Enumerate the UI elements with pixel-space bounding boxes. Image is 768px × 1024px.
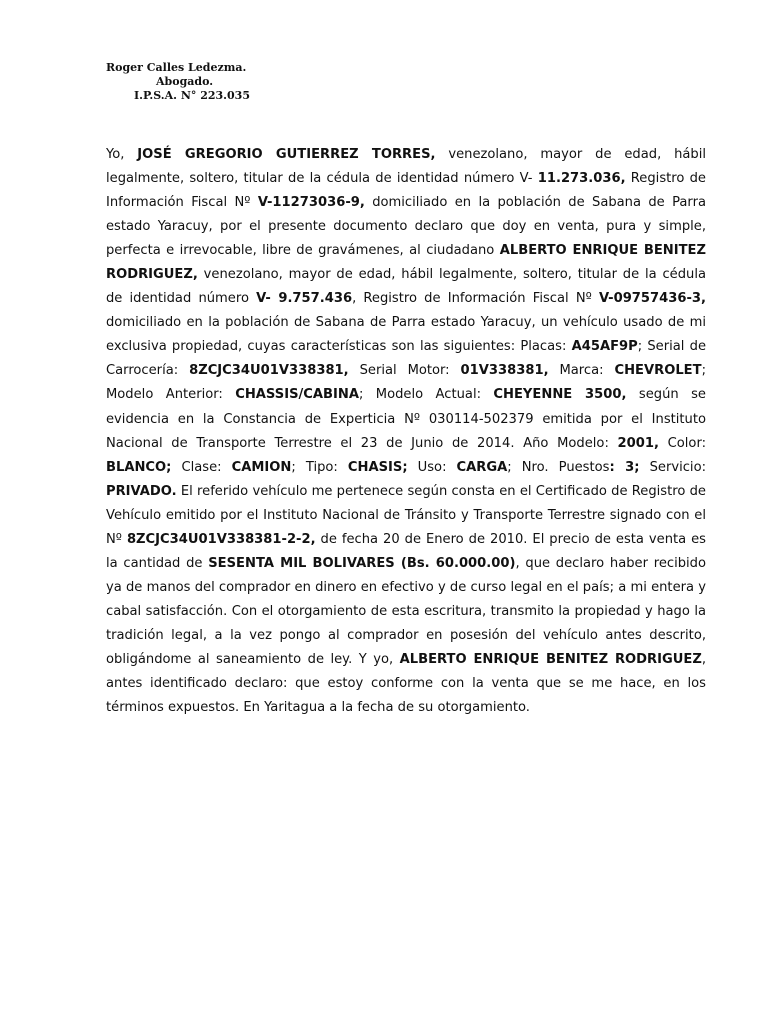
lawyer-name: Roger Calles Ledezma. — [106, 61, 247, 74]
text-span: Uso: — [407, 459, 457, 475]
text-span: ; Tipo: — [291, 459, 348, 475]
text-span: según se evidencia en la Constancia de Experticia Nº 030114-502379 emitida por el Instituto Nacional de Transporte Terrestre el 23 de Junio de 2014. Año Modelo: — [106, 387, 706, 451]
seat-count: : 3; — [609, 459, 640, 475]
text-span: Color: — [658, 435, 707, 451]
vehicle-color: BLANCO; — [106, 459, 172, 475]
buyer-id-number: V- 9.757.436 — [256, 291, 353, 307]
text-span: domiciliado en la población de Sabana de Parra estado Yaracuy, un vehículo usado de mi exclusiva propiedad, cuyas características son las siguientes: Placas: — [106, 315, 706, 355]
current-model: CHEYENNE 3500, — [493, 387, 627, 403]
text-span: Registro de Información Fiscal Nº — [106, 171, 706, 211]
seller-rif: V-11273036-9, — [257, 195, 365, 211]
seller-name: JOSÉ GREGORIO GUTIERREZ TORRES, — [137, 147, 436, 162]
text-span: , antes identificado declaro: que estoy conforme con la venta que se me hace, en los términos expuestos. En Yaritagua a la fecha de su otorgamiento. — [106, 651, 706, 716]
seller-id-number: 11.273.036, — [537, 171, 626, 187]
text-span: domiciliado en la población de Sabana de Parra estado Yaracuy, por el presente documento declaro que doy en venta, pura y simple, perfecta e irrevocable, libre de gravámenes, al ciudadano — [106, 195, 706, 259]
registration-certificate-number: 8ZCJC34U01V338381-2-2, — [126, 531, 316, 547]
vehicle-make: CHEVROLET — [614, 363, 702, 379]
buyer-rif: V-09757436-3, — [598, 291, 706, 307]
text-span: de fecha 20 de Enero de 2010. El precio de esta venta es la cantidad de — [106, 531, 706, 571]
text-span: , Registro de Información Fiscal Nº — [352, 291, 599, 307]
text-span: El referido vehículo me pertenece según consta en el Certificado de Registro de Vehículo emitido por el Instituto Nacional de Tránsito y Transporte Terrestre signado con el Nº — [106, 483, 706, 547]
vehicle-type: CHASIS; — [347, 459, 408, 475]
body-serial: 8ZCJC34U01V338381, — [189, 363, 349, 379]
text-span: ; Serial de Carrocería: — [106, 339, 707, 379]
text-span: Servicio: — [639, 459, 706, 475]
sale-declaration-paragraph — [106, 143, 706, 720]
vehicle-use: CARGA — [456, 459, 508, 475]
text-span: Yo, — [106, 147, 138, 162]
previous-model: CHASSIS/CABINA — [235, 387, 359, 403]
text-span: Serial Motor: — [348, 363, 461, 379]
letterhead — [106, 61, 306, 103]
motor-serial: 01V338381, — [460, 363, 549, 379]
vehicle-class: CAMION — [231, 459, 292, 475]
text-span: ; Modelo Anterior: — [106, 363, 706, 403]
text-span: ; Modelo Actual: — [358, 387, 494, 403]
text-span: venezolano, mayor de edad, hábil legalmente, soltero, titular de la cédula de identidad número — [106, 267, 706, 307]
buyer-name-acceptance: ALBERTO ENRIQUE BENITEZ RODRIGUEZ — [399, 651, 702, 667]
text-span: Clase: — [171, 459, 232, 475]
vehicle-plate: A45AF9P — [571, 339, 638, 355]
text-span: Marca: — [548, 363, 615, 379]
lawyer-title: Abogado. — [156, 75, 214, 88]
text-span: venezolano, mayor de edad, hábil legalmente, soltero, titular de la cédula de identidad número V- — [106, 147, 706, 187]
service-type: PRIVADO. — [106, 483, 177, 499]
text-span: , que declaro haber recibido ya de manos del comprador en dinero en efectivo y de curso legal en el país; a mi entera y cabal satisfacción. Con el otorgamiento de esta escritura, transmito la propiedad y hago la tradición legal, a la vez pongo al comprador en posesión del vehículo antes descrito, obligándome al saneamiento de ley. Y yo, — [106, 555, 706, 667]
model-year: 2001, — [617, 435, 659, 451]
text-span: ; Nro. Puestos — [507, 459, 610, 475]
sale-price: SESENTA MIL BOLIVARES (Bs. 60.000.00) — [208, 555, 516, 571]
ipsa-number: I.P.S.A. N° 223.035 — [134, 89, 250, 102]
buyer-name: ALBERTO ENRIQUE BENITEZ RODRIGUEZ, — [106, 243, 706, 283]
